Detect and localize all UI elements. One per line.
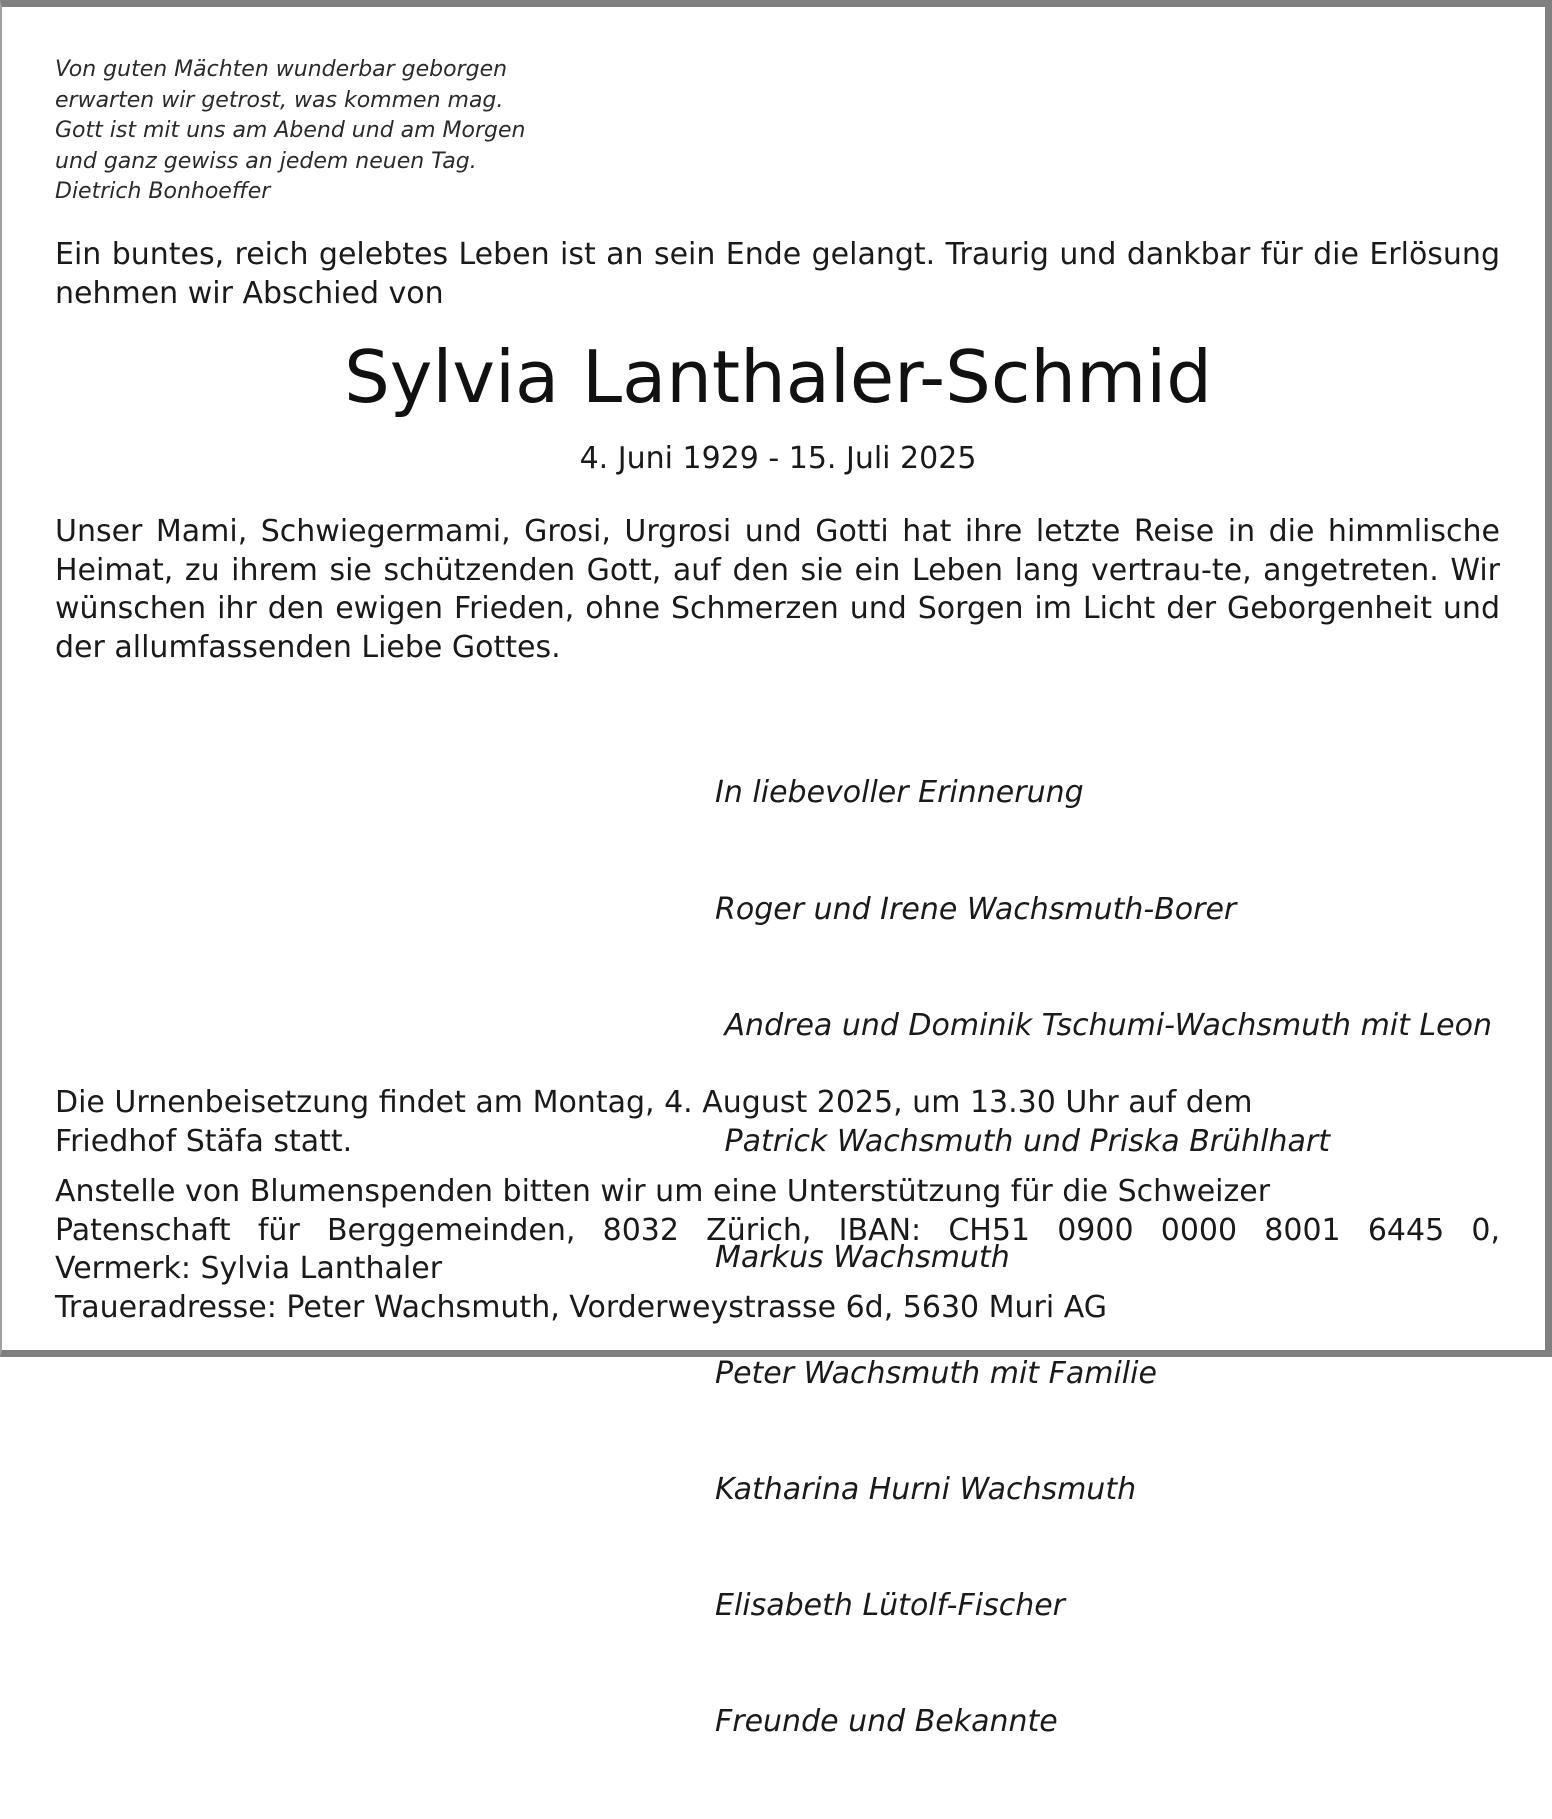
quote-line: Von guten Mächten wunderbar geborgen (55, 57, 508, 82)
donation-reference: Vermerk: Sylvia Lanthaler (55, 1251, 443, 1287)
quote-author: Dietrich Bonhoeffer (55, 179, 271, 204)
mourner-name: Markus Wachsmuth (715, 1239, 1010, 1275)
mourner-name: Andrea und Dominik Tschumi-Wachsmuth mit Leon (715, 1007, 1492, 1043)
mourner-name: Patrick Wachsmuth und Priska Brühlhart (715, 1123, 1330, 1159)
deceased-name: Sylvia Lanthaler-Schmid (344, 335, 1212, 419)
mourner-name: Elisabeth Lütolf-Fischer (715, 1588, 1066, 1624)
mourner-name: Peter Wachsmuth mit Familie (715, 1355, 1157, 1391)
quote-line: und ganz gewiss an jedem neuen Tag. (55, 148, 477, 174)
mourner-name: Katharina Hurni Wachsmuth (715, 1472, 1137, 1508)
mourners-heading: In liebevoller Erinnerung (715, 775, 1084, 811)
mourner-name: Roger und Irene Wachsmuth-Borer (715, 891, 1237, 927)
donation-line: Anstelle von Blumenspenden bitten wir um eine Unterstützung für die Schweizer (55, 1174, 1271, 1209)
quote-line: erwarten wir getrost, was kommen mag. (55, 87, 504, 113)
mourner-name: Freunde und Bekannte (715, 1704, 1058, 1740)
message-paragraph: Unser Mami, Schwiegermami, Grosi, Urgrosi und Gotti hat ihre letzte Reise in die himmlische Heimat, zu ihrem sie schützenden Gott, auf den sie ein Leben lang vertrau-te, angetreten. Wir wünschen ihr den ewigen Frieden, ohne Schmerzen und Sorgen im Licht der Geborgenheit und der allumfassenden Liebe Gottes. (55, 514, 1500, 666)
quote-line: Gott ist mit uns am Abend und am Morgen (55, 118, 526, 143)
funeral-line: Die Urnenbeisetzung findet am Montag, 4. August 2025, um 13.30 Uhr auf dem (55, 1085, 1253, 1120)
bonhoeffer-quote (55, 55, 526, 208)
donation-line: Patenschaft für Berggemeinden, 8032 Zürich, IBAN: CH51 0900 0000 8001 6445 0, (55, 1212, 1500, 1248)
mourning-address: Traueradresse: Peter Wachsmuth, Vorderweystrasse 6d, 5630 Muri AG (55, 1290, 1108, 1326)
life-dates: 4. Juni 1929 - 15. Juli 2025 (579, 441, 977, 476)
intro-paragraph: Ein buntes, reich gelebtes Leben ist an sein Ende gelangt. Traurig und dankbar für die Erlösung nehmen wir Abschied von (55, 237, 1500, 311)
funeral-line: Friedhof Stäfa statt. (55, 1123, 353, 1159)
donation-info (55, 1173, 1500, 1328)
funeral-info (55, 1084, 1252, 1161)
